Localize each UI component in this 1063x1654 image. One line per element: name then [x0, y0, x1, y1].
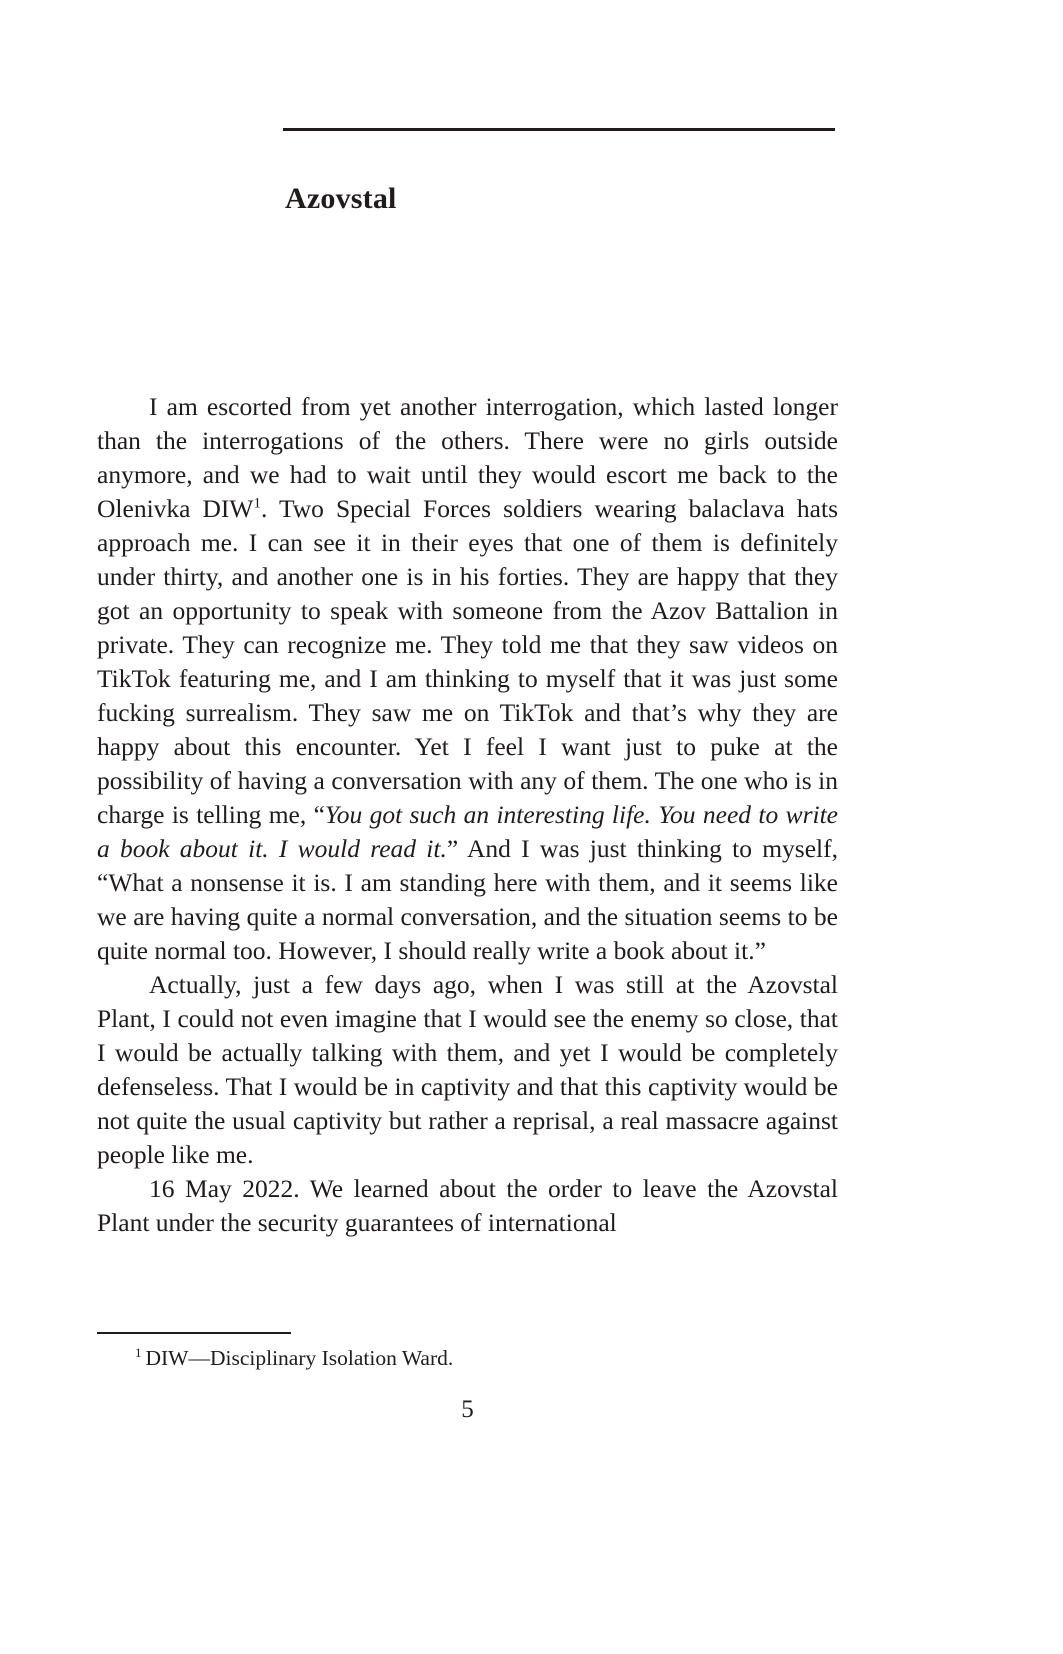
- paragraph-1-text-c: ” And I was just thinking to myself, “What a nonsense it is. I am standing here with them, and it seems like we are having quite a normal conversation, and the situation seems to be quite normal too. However, I should really write a book about it.”: [97, 834, 838, 965]
- chapter-title: Azovstal: [285, 182, 397, 216]
- footnote-text: DIW—Disciplinary Isolation Ward.: [145, 1346, 454, 1370]
- paragraph-2: Actually, just a few days ago, when I was still at the Azovstal Plant, I could not even imagine that I would see the enemy so close, that I would be actually talking with them, and yet I would be completely defenseless. That I would be in captivity and that this captivity would be not quite the usual captivity but rather a reprisal, a real massacre against people like me.: [97, 970, 838, 1169]
- paragraph-1-text-a: I am escorted from yet another interrogation, which lasted longer than the interrogations of the others. There were no girls outside anymore, and we had to wait until they would escort me back to the Olenivka DIW: [97, 392, 838, 523]
- footnote-separator-rule: [97, 1332, 291, 1334]
- footnote-reference-mark: 1: [253, 495, 261, 512]
- paragraph-1-italic-quote: You got such an interesting life. You need to write a book about it. I would read it.: [97, 800, 838, 863]
- paragraph-1: [97, 390, 838, 968]
- chapter-divider-rule: [283, 128, 835, 131]
- page-number: 5: [461, 1396, 474, 1423]
- paragraph-1-text-b: . Two Special Forces soldiers wearing balaclava hats approach me. I can see it in their eyes that one of them is definitely under thirty, and another one is in his forties. They are happy that they got an opportunity to speak with someone from the Azov Battalion in private. They can recognize me. They told me that they saw videos on TikTok featuring me, and I am thinking to myself that it was just some fucking surrealism. They saw me on TikTok and that’s why they are happy about this encounter. Yet I feel I want just to puke at the possibility of having a conversation with any of them. The one who is in charge is telling me, “: [97, 494, 838, 829]
- paragraph-3: 16 May 2022. We learned about the order to leave the Azovstal Plant under the security guarantees of international: [97, 1174, 838, 1237]
- body-text: [97, 390, 838, 1240]
- footnote: [97, 1344, 838, 1372]
- footnote-number: 1: [135, 1344, 142, 1360]
